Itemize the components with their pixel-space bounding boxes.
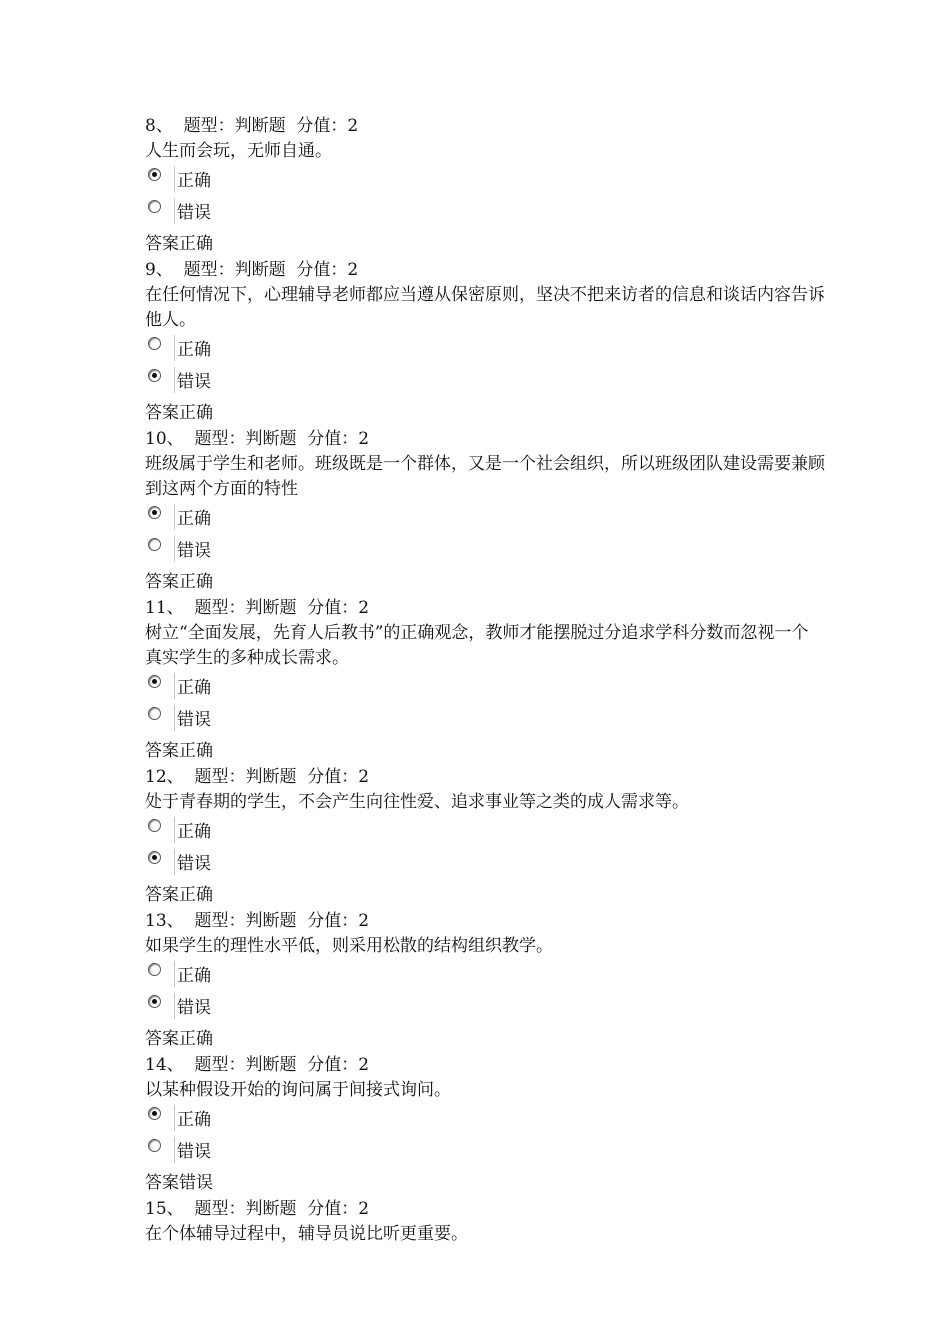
radio-unchecked-icon[interactable]: [148, 1139, 161, 1152]
question-header: 10、 题型：判断题 分值：2: [145, 429, 370, 449]
radio-unchecked-icon[interactable]: [148, 200, 161, 213]
question-block: [145, 909, 825, 1053]
answer-options: [145, 168, 825, 232]
option-label: 正确: [177, 822, 211, 842]
question-text: 在任何情况下，心理辅导老师都应当遵从保密原则，坚决不把来访者的信息和谈话内容告诉他人。: [145, 285, 825, 330]
option-wrong[interactable]: [145, 707, 825, 739]
question-text: 班级属于学生和老师。班级既是一个群体，又是一个社会组织，所以班级团队建设需要兼顾到这两个方面的特性: [145, 454, 825, 499]
option-label: 错误: [177, 541, 211, 561]
radio-checked-icon[interactable]: [148, 1107, 161, 1120]
option-wrong[interactable]: [145, 851, 825, 883]
option-label: 错误: [177, 998, 211, 1018]
option-correct[interactable]: [145, 168, 825, 200]
option-label: 正确: [177, 509, 211, 529]
radio-checked-icon[interactable]: [148, 168, 161, 181]
option-label: 错误: [177, 854, 211, 874]
option-divider: [174, 1137, 175, 1163]
option-label: 正确: [177, 340, 211, 360]
question-block: [145, 765, 825, 909]
option-label: 正确: [177, 966, 211, 986]
option-divider: [174, 1105, 175, 1131]
question-text: 树立“全面发展，先育人后教书”的正确观念，教师才能摆脱过分追求学科分数而忽视一个真实学生的多种成长需求。: [145, 623, 809, 668]
question-header: 13、 题型：判断题 分值：2: [145, 911, 370, 931]
answer-key: 答案正确: [145, 741, 213, 761]
option-divider: [174, 198, 175, 224]
answer-options: [145, 506, 825, 570]
radio-unchecked-icon[interactable]: [148, 819, 161, 832]
question-block: [145, 258, 825, 427]
question-text: 以某种假设开始的询问属于间接式询问。: [145, 1080, 451, 1100]
option-wrong[interactable]: [145, 995, 825, 1027]
option-divider: [174, 849, 175, 875]
question-block: [145, 114, 825, 258]
question-text: 在个体辅导过程中，辅导员说比听更重要。: [145, 1224, 468, 1244]
option-label: 正确: [177, 171, 211, 191]
question-header: 14、 题型：判断题 分值：2: [145, 1055, 370, 1075]
radio-unchecked-icon[interactable]: [148, 707, 161, 720]
option-divider: [174, 993, 175, 1019]
option-divider: [174, 705, 175, 731]
question-block: [145, 1197, 825, 1247]
question-header: 9、 题型：判断题 分值：2: [145, 260, 359, 280]
answer-key: 答案正确: [145, 572, 213, 592]
radio-unchecked-icon[interactable]: [148, 538, 161, 551]
option-label: 正确: [177, 1110, 211, 1130]
question-block: [145, 1053, 825, 1197]
answer-key: 答案正确: [145, 234, 213, 254]
question-header: 12、 题型：判断题 分值：2: [145, 767, 370, 787]
option-divider: [174, 536, 175, 562]
answer-key: 答案错误: [145, 1173, 213, 1193]
answer-options: [145, 675, 825, 739]
question-block: [145, 596, 825, 765]
option-correct[interactable]: [145, 819, 825, 851]
answer-options: [145, 337, 825, 401]
option-divider: [174, 166, 175, 192]
option-correct[interactable]: [145, 675, 825, 707]
question-list: [145, 114, 825, 1247]
radio-checked-icon[interactable]: [148, 675, 161, 688]
answer-options: [145, 819, 825, 883]
answer-key: 答案正确: [145, 403, 213, 423]
question-block: [145, 427, 825, 596]
radio-unchecked-icon[interactable]: [148, 337, 161, 350]
option-divider: [174, 817, 175, 843]
question-header: 8、 题型：判断题 分值：2: [145, 116, 359, 136]
option-correct[interactable]: [145, 337, 825, 369]
question-header: 15、 题型：判断题 分值：2: [145, 1199, 370, 1219]
option-wrong[interactable]: [145, 200, 825, 232]
radio-checked-icon[interactable]: [148, 369, 161, 382]
option-correct[interactable]: [145, 963, 825, 995]
radio-unchecked-icon[interactable]: [148, 963, 161, 976]
radio-checked-icon[interactable]: [148, 995, 161, 1008]
option-label: 正确: [177, 678, 211, 698]
option-wrong[interactable]: [145, 1139, 825, 1171]
radio-checked-icon[interactable]: [148, 506, 161, 519]
option-label: 错误: [177, 710, 211, 730]
option-label: 错误: [177, 203, 211, 223]
option-correct[interactable]: [145, 506, 825, 538]
question-header: 11、 题型：判断题 分值：2: [145, 598, 370, 618]
option-wrong[interactable]: [145, 538, 825, 570]
answer-options: [145, 1107, 825, 1171]
option-divider: [174, 673, 175, 699]
option-divider: [174, 335, 175, 361]
option-label: 错误: [177, 1142, 211, 1162]
option-wrong[interactable]: [145, 369, 825, 401]
option-correct[interactable]: [145, 1107, 825, 1139]
answer-options: [145, 963, 825, 1027]
answer-key: 答案正确: [145, 885, 213, 905]
option-label: 错误: [177, 372, 211, 392]
option-divider: [174, 367, 175, 393]
question-text: 如果学生的理性水平低，则采用松散的结构组织教学。: [145, 936, 553, 956]
question-text: 处于青春期的学生，不会产生向往性爱、追求事业等之类的成人需求等。: [145, 792, 689, 812]
option-divider: [174, 504, 175, 530]
option-divider: [174, 961, 175, 987]
answer-key: 答案正确: [145, 1029, 213, 1049]
radio-checked-icon[interactable]: [148, 851, 161, 864]
question-text: 人生而会玩，无师自通。: [145, 141, 332, 161]
